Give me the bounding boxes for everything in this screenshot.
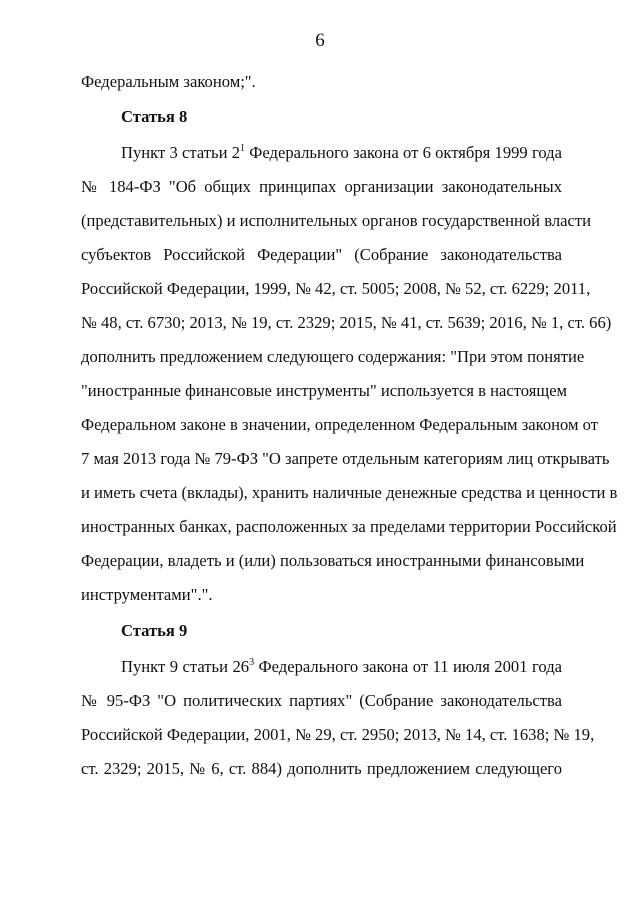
superscript: 3 — [249, 657, 255, 668]
paragraph-line: № 95-ФЗ "О политических партиях" (Собрание законодательства — [81, 691, 562, 710]
paragraph-line — [81, 657, 562, 677]
page-number: 6 — [315, 30, 325, 51]
paragraph-line: Федерации, владеть и (или) пользоваться иностранными финансовыми — [81, 551, 585, 570]
paragraph-line: дополнить предложением следующего содержания: "При этом понятие — [81, 347, 585, 366]
text-fragment: Федерального закона от 6 октября 1999 года — [245, 143, 562, 162]
paragraph-line: № 48, ст. 6730; 2013, № 19, ст. 2329; 2015, № 41, ст. 5639; 2016, № 1, ст. 66) — [81, 313, 612, 332]
paragraph-line: субъектов Российской Федерации" (Собрание законодательства — [81, 245, 562, 264]
text-fragment: Пункт 9 статьи 26 — [121, 657, 250, 676]
superscript: 1 — [240, 143, 246, 154]
article-8-heading: Статья 8 — [121, 107, 188, 126]
text-fragment: Федерального закона от 11 июля 2001 года — [254, 657, 563, 676]
paragraph-line: 7 мая 2013 года № 79-ФЗ "О запрете отдельным категориям лиц открывать — [81, 449, 610, 468]
paragraph-line: и иметь счета (вклады), хранить наличные денежные средства и ценности в — [81, 483, 618, 502]
paragraph-line: "иностранные финансовые инструменты" используется в настоящем — [81, 381, 568, 400]
paragraph-line: Федеральном законе в значении, определенном Федеральным законом от — [81, 415, 598, 434]
text-fragment: Пункт 3 статьи 2 — [121, 143, 241, 162]
paragraph-line: № 184-ФЗ "Об общих принципах организации законодательных — [81, 177, 562, 196]
text-line: Федеральным законом;". — [81, 72, 256, 91]
article-9-heading: Статья 9 — [121, 621, 188, 640]
paragraph-line: ст. 2329; 2015, № 6, ст. 884) дополнить предложением следующего — [81, 759, 562, 778]
paragraph-line: иностранных банках, расположенных за пределами территории Российской — [81, 517, 617, 536]
paragraph-line: инструментами".". — [81, 585, 213, 604]
paragraph-line: Российской Федерации, 2001, № 29, ст. 2950; 2013, № 14, ст. 1638; № 19, — [81, 725, 595, 744]
paragraph-line: Российской Федерации, 1999, № 42, ст. 5005; 2008, № 52, ст. 6229; 2011, — [81, 279, 591, 298]
paragraph-line — [81, 143, 562, 163]
paragraph-line: (представительных) и исполнительных органов государственной власти — [81, 211, 591, 230]
